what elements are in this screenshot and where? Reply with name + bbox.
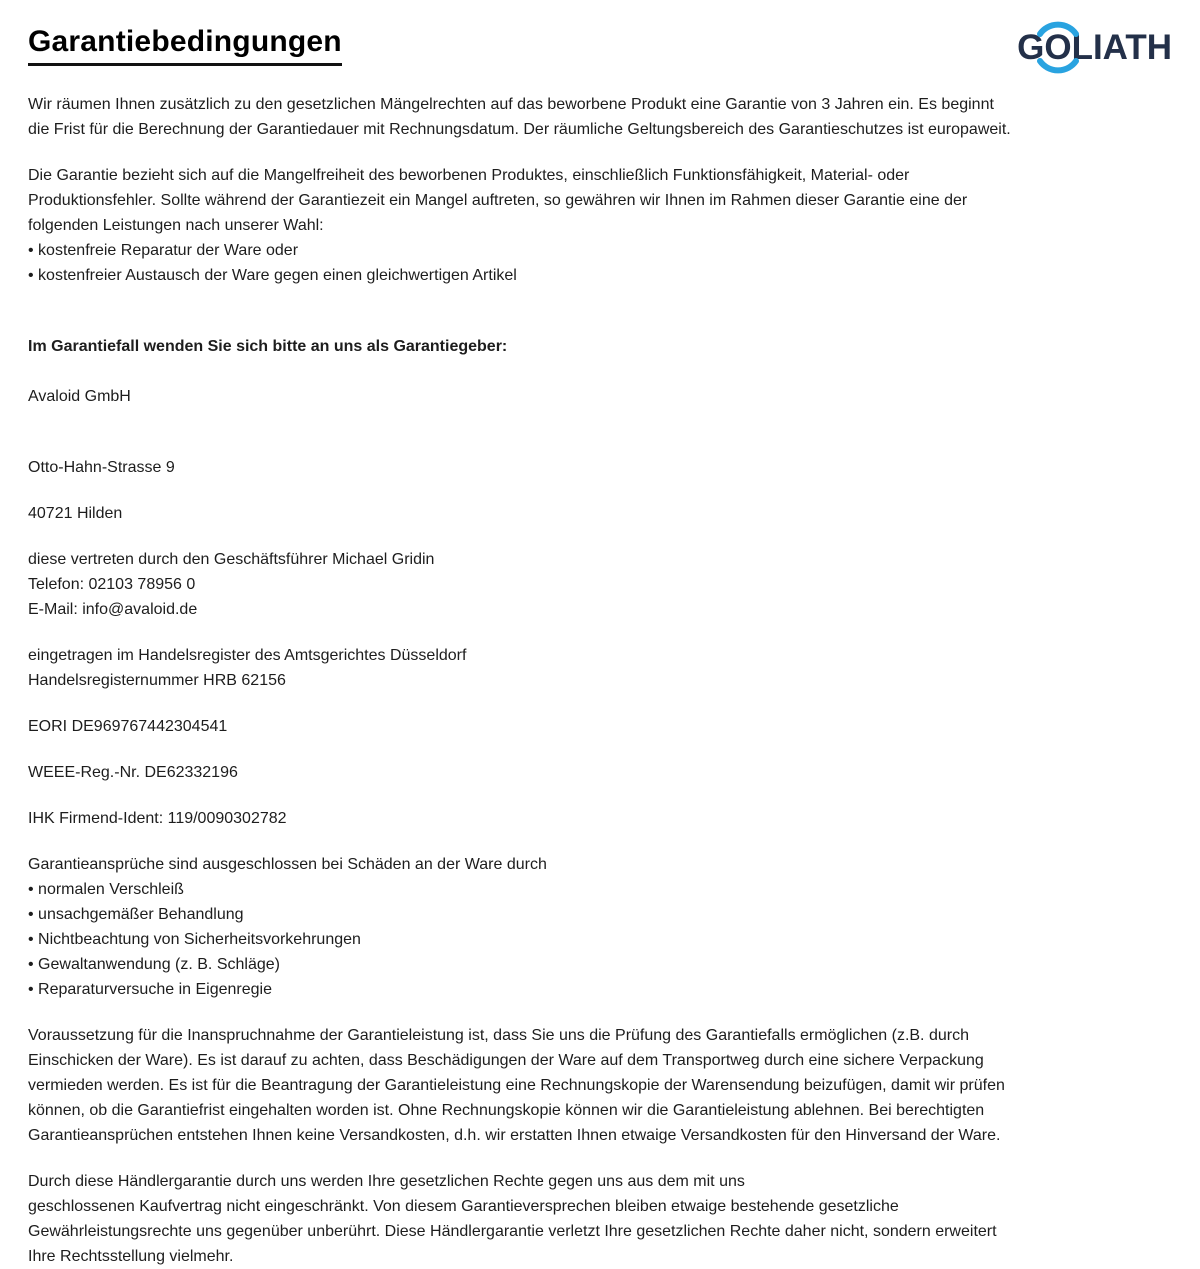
- intro-paragraph: Wir räumen Ihnen zusätzlich zu den gesetzlichen Mängelrechten auf das beworbene Produkt eine Garantie von 3 Jahren ein. Es beginnt die Frist für die Berechnung der Garantiedauer mit Rechnungsdatum. Der räumliche Geltungsbereich des Garantieschutzes ist europaweit.: [28, 96, 1011, 138]
- logo-letter-g: G: [1017, 28, 1045, 67]
- logo-globe-mark: [1044, 30, 1071, 65]
- eori-number: EORI DE969767442304541: [28, 718, 228, 735]
- goliath-logo: [1017, 30, 1172, 65]
- company-name: Avaloid GmbH: [28, 388, 131, 405]
- claim-conditions-paragraph: Voraussetzung für die Inanspruchnahme der Garantieleistung ist, dass Sie uns die Prüfung des Garantiefalls ermöglichen (z.B. durch Einschicken der Ware). Es ist darauf zu achten, dass Beschädigungen der Ware auf dem Transportweg durch eine sichere Verpackung vermieden werden. Es ist für die Beantragung der Garantieleistung eine Rechnungskopie der Warensendung beizufügen, damit wir prüfen können, ob die Garantiefrist eingehalten worden ist. Ohne Rechnungskopie können wir die Garantieleistung ablehnen. Bei berechtigten Garantieansprüchen entstehen Ihnen keine Versandkosten, d.h. wir erstatten Ihnen etwaige Versandkosten für den Hinversand der Ware.: [28, 1027, 1005, 1144]
- weee-number: WEEE-Reg.-Nr. DE62332196: [28, 764, 238, 781]
- document-header: [28, 24, 1172, 66]
- street-address: Otto-Hahn-Strasse 9: [28, 459, 175, 476]
- warranty-scope-paragraph: Die Garantie bezieht sich auf die Mangelfreiheit des beworbenen Produktes, einschließlich Funktionsfähigkeit, Material- oder Produktionsfehler. Sollte während der Garantiezeit ein Mangel auftreten, so gewähren wir Ihnen im Rahmen dieser Garantie eine der folgenden Leistungen nach unserer Wahl: • kostenfreie Reparatur der Ware oder • kostenfreier Austausch der Ware gegen einen gleichwertigen Artikel: [28, 167, 968, 284]
- contact-details: diese vertreten durch den Geschäftsführer Michael Gridin Telefon: 02103 78956 0 E-Mail: info@avaloid.de: [28, 551, 435, 618]
- logo-letter-o: O: [1044, 28, 1072, 67]
- legal-rights-paragraph: Durch diese Händlergarantie durch uns werden Ihre gesetzlichen Rechte gegen uns aus dem mit uns geschlossenen Kaufvertrag nicht eingeschränkt. Von diesem Garantieversprechen bleiben etwaige bestehende gesetzliche Gewährleistungsrechte uns gegenüber unberührt. Diese Händlergarantie verletzt Ihre gesetzlichen Rechte daher nicht, sondern erweitert Ihre Rechtsstellung vielmehr.: [28, 1173, 997, 1265]
- page-title: Garantiebedingungen: [28, 24, 342, 66]
- register-info: eingetragen im Handelsregister des Amtsgerichtes Düsseldorf Handelsregisternummer HRB 62156: [28, 647, 467, 689]
- ihk-ident: IHK Firmend-Ident: 119/0090302782: [28, 810, 287, 827]
- guarantor-heading: Im Garantiefall wenden Sie sich bitte an uns als Garantiegeber:: [28, 338, 508, 355]
- logo-letters-liath: LIATH: [1071, 28, 1172, 67]
- city-address: 40721 Hilden: [28, 505, 123, 522]
- guarantor-block: [28, 309, 1172, 434]
- exclusions-list: Garantieansprüche sind ausgeschlossen bei Schäden an der Ware durch • normalen Verschleiß • unsachgemäßer Behandlung • Nichtbeachtung von Sicherheitsvorkehrungen • Gewaltanwendung (z. B. Schläge) • Reparaturversuche in Eigenregie: [28, 856, 547, 998]
- document-body: [28, 92, 1172, 1269]
